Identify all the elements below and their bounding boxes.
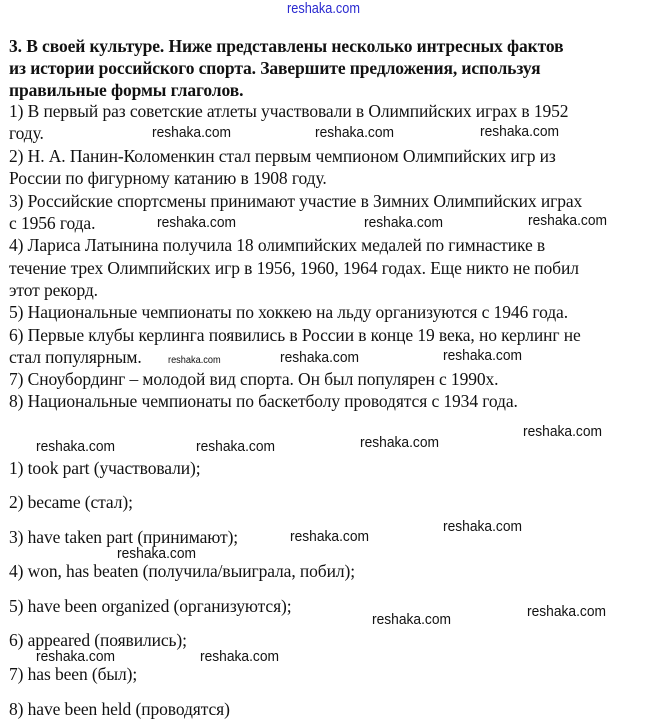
answer-line: 7) has been (был); bbox=[9, 664, 138, 684]
watermark: reshaka.com bbox=[360, 434, 440, 451]
watermark: reshaka.com bbox=[36, 648, 116, 665]
watermark: reshaka.com bbox=[315, 124, 395, 141]
fact-line: с 1956 года. bbox=[9, 213, 96, 233]
watermark: reshaka.com bbox=[372, 611, 452, 628]
watermark: reshaka.com bbox=[152, 124, 232, 141]
answer-line: 2) became (стал); bbox=[9, 492, 133, 512]
task-title-line: из истории российского спорта. Завершите предложения, используя bbox=[9, 58, 541, 78]
answer-line: 3) have taken part (принимают); bbox=[9, 527, 239, 547]
watermark: reshaka.com bbox=[364, 214, 444, 231]
watermark: reshaka.com bbox=[36, 438, 116, 455]
watermark: reshaka.com bbox=[527, 603, 607, 620]
watermark: reshaka.com bbox=[523, 423, 603, 440]
task-title-line: 3. В своей культуре. Ниже представлены несколько интресных фактов bbox=[9, 36, 564, 56]
fact-line: 1) В первый раз советские атлеты участвовали в Олимпийских играх в 1952 bbox=[9, 101, 569, 121]
watermark: reshaka.com bbox=[280, 349, 360, 366]
fact-line: стал популярным. bbox=[9, 347, 142, 367]
fact-line: этот рекорд. bbox=[9, 280, 98, 300]
watermark: reshaka.com bbox=[196, 438, 276, 455]
watermark: reshaka.com bbox=[290, 528, 370, 545]
fact-line: 3) Российские спортсмены принимают участие в Зимних Олимпийских играх bbox=[9, 191, 583, 211]
watermark-top: reshaka.com bbox=[287, 0, 360, 17]
watermark: reshaka.com bbox=[117, 545, 197, 562]
watermark: reshaka.com bbox=[480, 123, 560, 140]
watermark: reshaka.com bbox=[528, 212, 608, 229]
fact-line: 8) Национальные чемпионаты по баскетболу проводятся с 1934 года. bbox=[9, 391, 518, 411]
answer-line: 5) have been organized (организуются); bbox=[9, 596, 292, 616]
fact-line: 6) Первые клубы керлинга появились в России в конце 19 века, но керлинг не bbox=[9, 325, 581, 345]
fact-line: России по фигурному катанию в 1908 году. bbox=[9, 168, 327, 188]
fact-line: 4) Лариса Латынина получила 18 олимпийских медалей по гимнастике в bbox=[9, 235, 546, 255]
answer-line: 4) won, has beaten (получила/выиграла, побил); bbox=[9, 561, 355, 581]
fact-line: 5) Национальные чемпионаты по хоккею на льду организуются с 1946 года. bbox=[9, 302, 568, 322]
watermark: reshaka.com bbox=[168, 355, 221, 366]
answer-line: 8) have been held (проводятся) bbox=[9, 699, 230, 719]
answer-line: 6) appeared (появились); bbox=[9, 630, 187, 650]
watermark: reshaka.com bbox=[157, 214, 237, 231]
watermark: reshaka.com bbox=[200, 648, 280, 665]
watermark: reshaka.com bbox=[443, 518, 523, 535]
fact-line: году. bbox=[9, 123, 44, 143]
task-title-line: правильные формы глаголов. bbox=[9, 80, 244, 100]
fact-line: 7) Сноубординг – молодой вид спорта. Он был популярен с 1990х. bbox=[9, 369, 499, 389]
fact-line: 2) Н. А. Панин-Коломенкин стал первым чемпионом Олимпийских игр из bbox=[9, 146, 556, 166]
answer-line: 1) took part (участвовали); bbox=[9, 458, 201, 478]
fact-line: течение трех Олимпийских игр в 1956, 1960, 1964 годах. Еще никто не побил bbox=[9, 258, 579, 278]
watermark: reshaka.com bbox=[443, 347, 523, 364]
